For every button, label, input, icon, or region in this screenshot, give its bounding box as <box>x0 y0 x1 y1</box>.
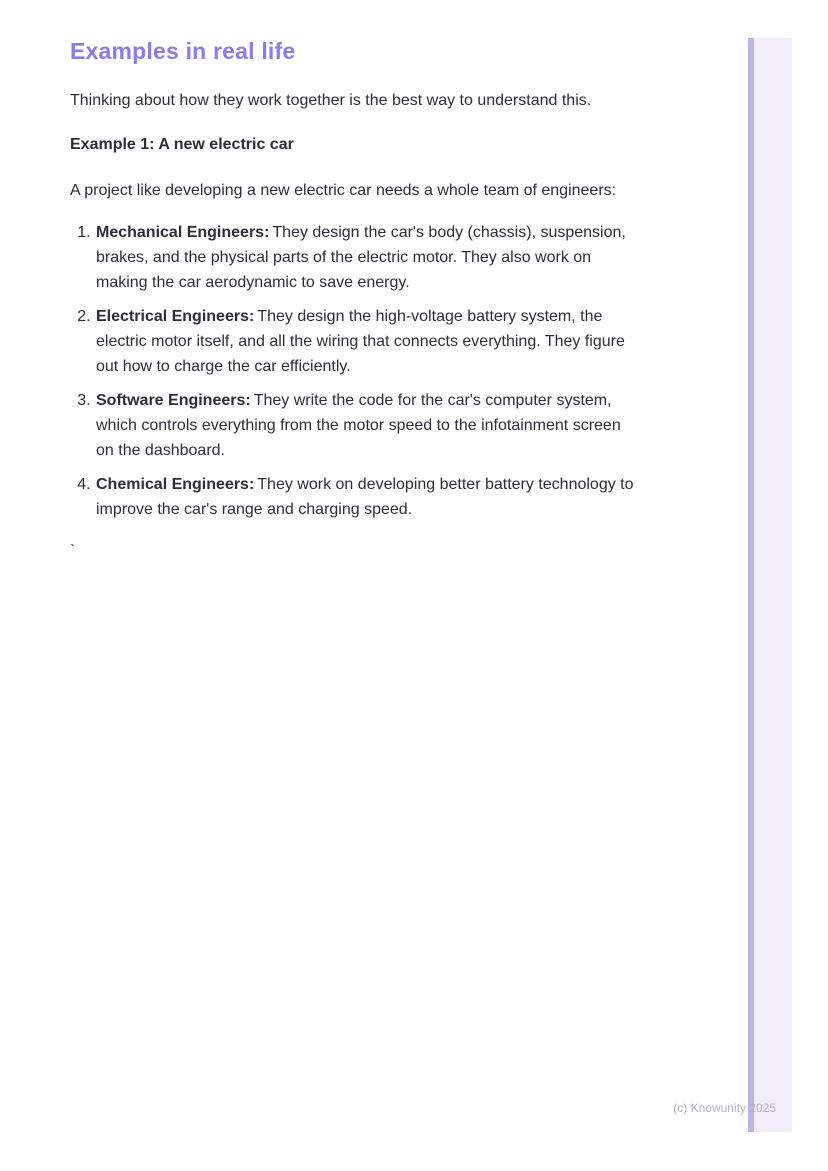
list-item-text: They design the high-voltage battery system, the electric motor itself, and all the wiring that connects everything. They figure out how to charge the car efficiently. <box>96 308 625 375</box>
copyright-text: (c) Knowunity 2025 <box>673 1101 776 1115</box>
page-edge-panel <box>754 38 792 1132</box>
list-item-label: Chemical Engineers: <box>96 476 255 493</box>
list-item-software <box>95 388 642 463</box>
document-content <box>70 0 642 562</box>
list-item-label: Electrical Engineers: <box>96 308 255 325</box>
list-item-label: Software Engineers: <box>96 392 251 409</box>
list-item-text: They design the car's body (chassis), suspension, brakes, and the physical parts of the electric motor. They also work on making the car aerodynamic to save energy. <box>96 224 626 291</box>
page-edge-accent-line <box>748 38 754 1132</box>
example-heading: Example 1: A new electric car <box>70 136 294 153</box>
list-item-text: They work on developing better battery technology to improve the car's range and charging speed. <box>96 476 634 518</box>
list-item-label: Mechanical Engineers: <box>96 224 270 241</box>
list-item-text: They write the code for the car's computer system, which controls everything from the motor speed to the infotainment screen on the dashboard. <box>96 392 621 459</box>
list-item-electrical <box>95 304 642 379</box>
stray-backtick-character: ` <box>70 543 76 560</box>
intro-paragraph: Thinking about how they work together is the best way to understand this. <box>70 92 592 109</box>
engineer-list <box>70 220 642 522</box>
list-item-chemical <box>95 472 642 522</box>
list-item-mechanical <box>95 220 642 295</box>
example-intro-paragraph: A project like developing a new electric car needs a whole team of engineers: <box>70 182 617 199</box>
page-title: Examples in real life <box>70 38 296 64</box>
